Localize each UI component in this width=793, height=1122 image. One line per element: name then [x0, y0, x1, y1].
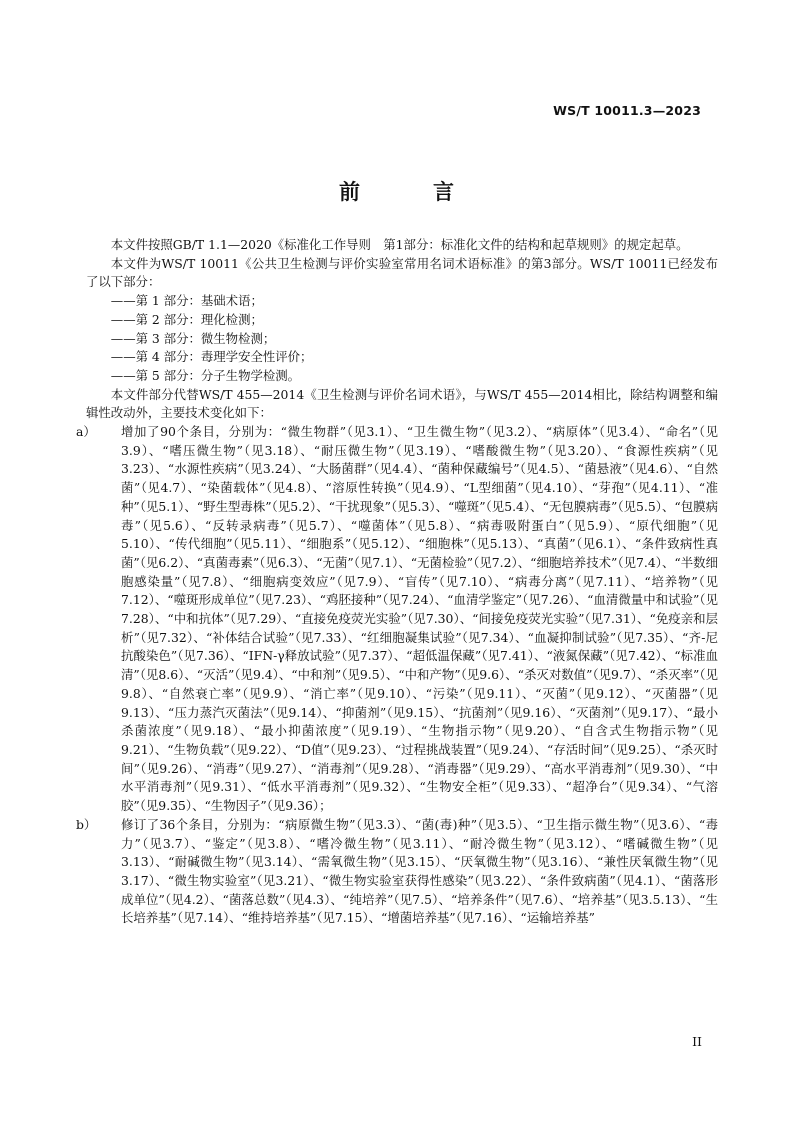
item-text: 增加了90个条目，分别为：“微生物群”（见3.1）、“卫生微生物”（见3.2）、“病原体”（见3.4）、“命名”（见3.9）、“嗜压微生物”（见3.18）、“耐压微生物”（见3.19）、“嗜酸微生物”（见3.20）、“食源性疾病”（见3.23）、“水源性疾病”（见3.24）、“大肠菌群”（见4.4）、“菌种保藏编号”（见4.5）、“菌悬液”（见4.6）、“自然菌”（见4.7）、“染菌载体”（见4.8）、“溶原性转换”（见4.9）、“L型细菌”（见4.10）、“芽孢”（见4.11）、“准种”（见5.1）、“野生型毒株”（见5.2）、“干扰现象”（见5.3）、“噬斑”（见5.4）、“无包膜病毒”（见5.5）、“包膜病毒”（见5.6）、“反转录病毒”（见5.7）、“噬菌体”（见5.8）、“病毒吸附蛋白”（见5.9）、“原代细胞”（见5.10）、“传代细胞”（见5.11）、“细胞系”（见5.12）、“细胞株”（见5.13）、“真菌”（见6.1）、“条件致病性真菌”（见6.2）、“真菌毒素”（见6.3）、“无菌”（见7.1）、“无菌检验”（见7.2）、“细胞培养技术”（见7.4）、“半数细胞感染量”（见7.8）、“细胞病变效应”（见7.9）、“盲传”（见7.10）、“病毒分离”（见7.11）、“培养物”（见7.12）、“噬斑形成单位”（见7.23）、“鸡胚接种”（见7.24）、“血清学鉴定”（见7.26）、“血清微量中和试验”（见7.28）、“中和抗体”（见7.29）、“直接免疫荧光实验”（见7.30）、“间接免疫荧光实验”（见7.31）、“免疫亲和层析”（见7.32）、“补体结合试验”（见7.33）、“红细胞凝集试验”（见7.34）、“血凝抑制试验”（见7.35）、“齐-尼抗酸染色”（见7.36）、“IFN-γ释放试验”（见7.37）、“超低温保藏”（见7.41）、“液氮保藏”（见7.42）、“标准血清”（见8.6）、“灭活”（见9.4）、“中和剂”（见9.5）、“中和产物”（见9.6）、“杀灭对数值”（见9.7）、“杀灭率”（见9.8）、“自然衰亡率”（见9.9）、“消亡率”（见9.10）、“污染”（见9.11）、“灭菌”（见9.12）、“灭菌器”（见9.13）、“压力蒸汽灭菌法”（见9.14）、“抑菌剂”（见9.15）、“抗菌剂”（见9.16）、“灭菌剂”（见9.17）、“最小杀菌浓度”（见9.18）、“最小抑菌浓度”（见9.19）、“生物指示物”（见9.20）、“自含式生物指示物”（见9.21）、“生物负载”（见9.22）、“D值”（见9.23）、“过程挑战装置”（见9.24）、“存活时间”（见9.25）、“杀灭时间”（见9.26）、“消毒”（见9.27）、“消毒剂”（见9.28）、“消毒器”（见9.29）、“高水平消毒剂”（见9.30）、“中水平消毒剂”（见9.31）、“低水平消毒剂”（见9.32）、“生物安全柜”（见9.33）、“超净台”（见9.34）、“气溶胶”（见9.35）、“生物因子”（见9.36）； [121, 424, 718, 814]
document-body [76, 236, 718, 928]
page-title: 前 言 [339, 180, 480, 204]
part-list-item: ——第 2 部分：理化检测； [110, 311, 263, 327]
paragraph-replacement-note: 本文件部分代替WS/T 455—2014《卫生检测与评价名词术语》，与WS/T 455—2014相比，除结构调整和编辑性改动外，主要技术变化如下： [86, 386, 718, 421]
page-number: II [692, 1034, 702, 1049]
change-item-revised [76, 816, 718, 928]
item-label: a） [76, 424, 96, 440]
paragraph-drafting-rule: 本文件按照GB/T 1.1—2020《标准化工作导则 第1部分：标准化文件的结构和起草规则》的规定起草。 [110, 237, 689, 252]
change-item-added [76, 423, 718, 816]
document-code: WS/T 10011.3—2023 [553, 103, 701, 118]
part-list-item: ——第 5 部分：分子生物学检测。 [110, 367, 301, 383]
paragraph-series-intro: 本文件为WS/T 10011《公共卫生检测与评价实验室常用名词术语标准》的第3部分。WS/T 10011已经发布了以下部分： [86, 255, 718, 290]
part-list-item: ——第 1 部分：基础术语； [110, 293, 263, 309]
part-list-item: ——第 4 部分：毒理学安全性评价； [110, 349, 313, 365]
part-list-item: ——第 3 部分：微生物检测； [110, 330, 276, 346]
item-label: b） [76, 816, 97, 832]
item-text: 修订了36个条目，分别为：“病原微生物”（见3.3）、“菌(毒)种”（见3.5）、“卫生指示微生物”（见3.6）、“毒力”（见3.7）、“鉴定”（见3.8）、“嗜冷微生物”（见3.11）、“耐冷微生物”（见3.12）、“嗜碱微生物”（见3.13）、“耐碱微生物”（见3.14）、“需氧微生物”（见3.15）、“厌氧微生物”（见3.16）、“兼性厌氧微生物”（见3.17）、“微生物实验室”（见3.21）、“微生物实验室获得性感染”（见3.22）、“条件致病菌”（见4.1）、“菌落形成单位”（见4.2）、“菌落总数”（见4.3）、“纯培养”（见7.5）、“培养条件”（见7.6）、“培养基”（见3.5.13）、“生长培养基”（见7.14）、“维持培养基”（见7.15）、“增菌培养基”（见7.16）、“运输培养基” [121, 816, 718, 926]
